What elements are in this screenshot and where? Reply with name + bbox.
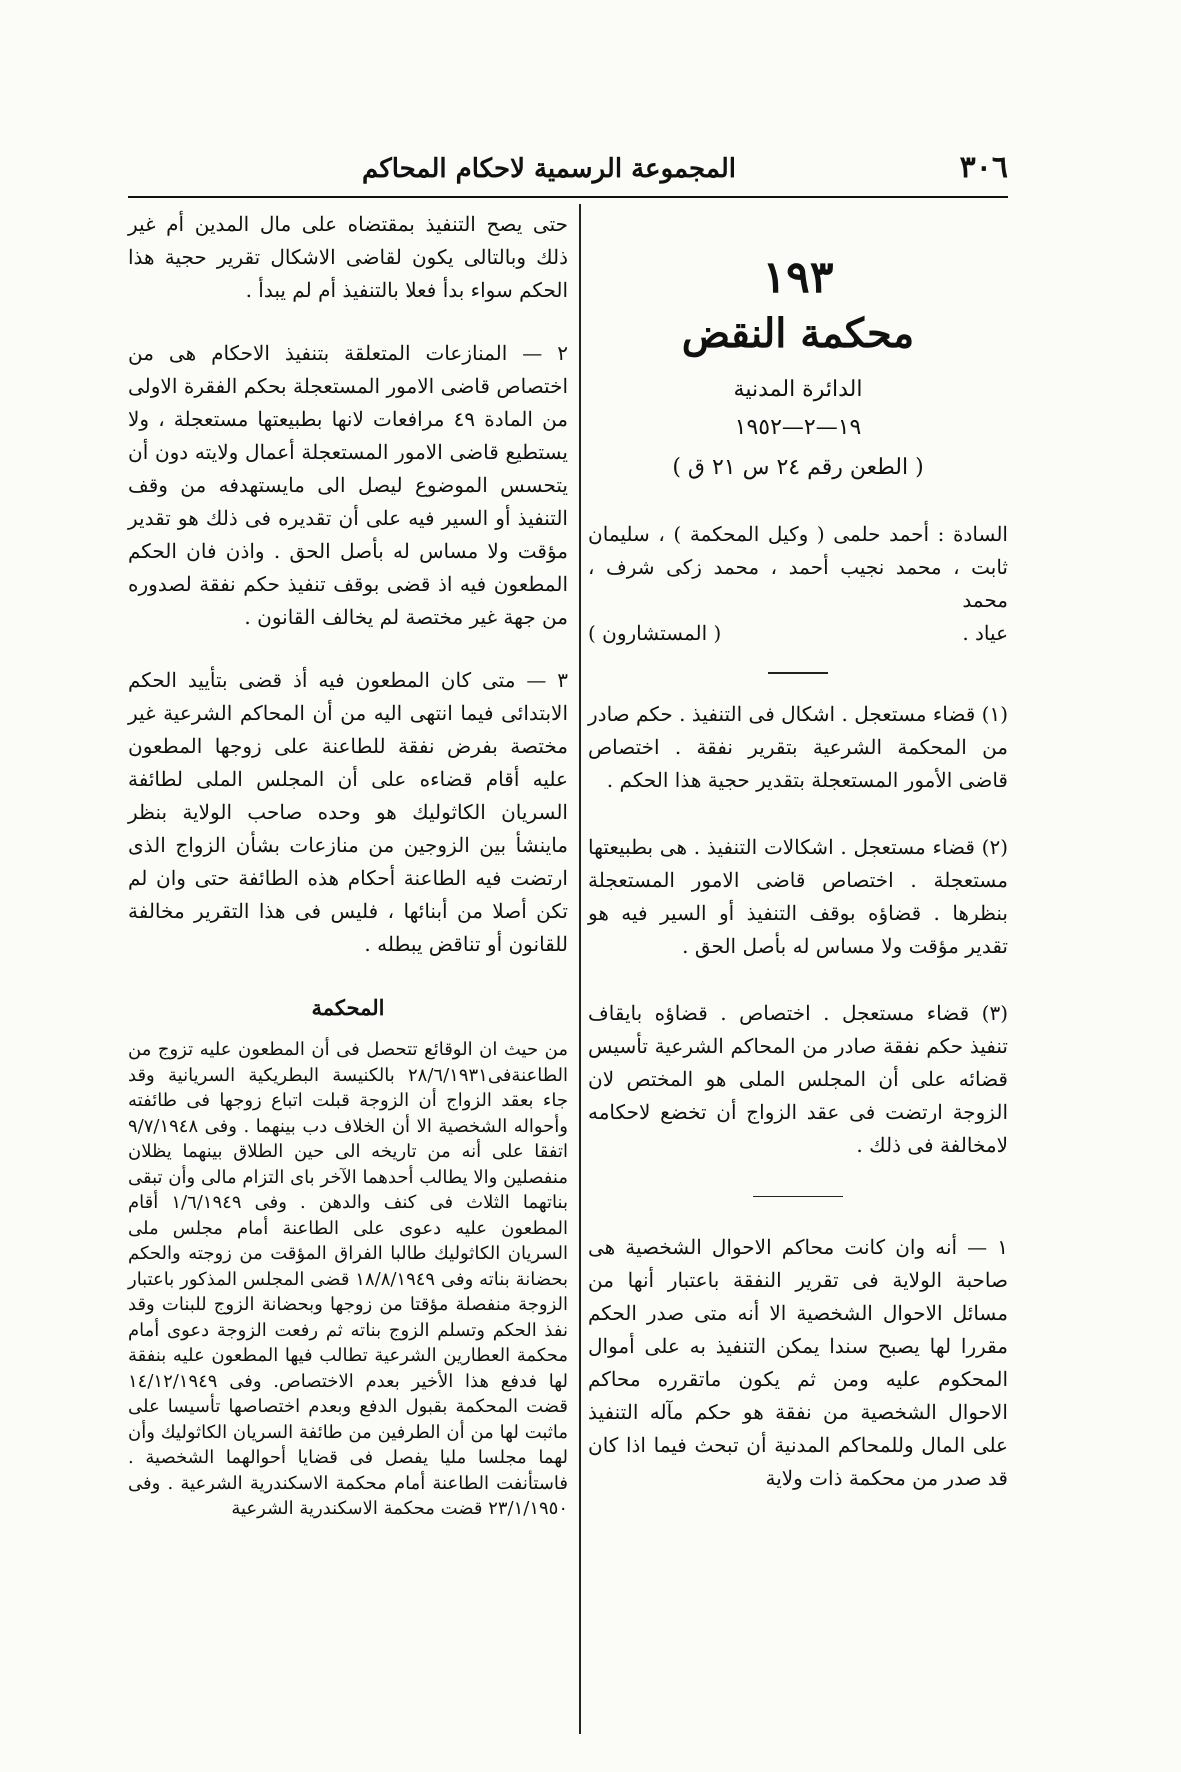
column-divider (579, 204, 581, 1734)
principle-1-continued: حتى يصح التنفيذ بمقتضاه على مال المدين أم غير ذلك وبالتالى يكون لقاضى الاشكال تقرير حجية هذا الحكم سواء بدأ فعلا بالتنفيذ أم لم يبدأ . (128, 212, 568, 302)
headnote-2: (٢) قضاء مستعجل . اشكالات التنفيذ . هى بطبيعتها مستعجلة . اختصاص قاضى الامور المستعجلة بنظرها . قضاؤه بوقف التنفيذ أو السير فيه هو تقدير مؤقت ولا مساس له بأصل الحق . (588, 834, 1008, 958)
principle-1: ١ — أنه وان كانت محاكم الاحوال الشخصية هى صاحبة الولاية فى تقرير النفقة باعتبار أنها من مسائل الاحوال الشخصية الا أنه متى صدر الحكم مقررا لها يصبح سندا يمكن التنفيذ به على أموال المحكوم عليه ومن ثم يكون ماتقرره محاكم الاحوال الشخصية من نفقة هو حكم مآله التنفيذ على المال وللمحاكم المدنية أن تبحث فيما اذا كان قد صدر من محكمة ذات ولاية (588, 1235, 1008, 1490)
separator-rule (768, 672, 828, 674)
case-number: ١٩٣ (762, 252, 834, 303)
court-name: محكمة النقض (681, 310, 915, 357)
left-column (128, 208, 568, 1522)
headnote-3: (٣) قضاء مستعجل . اختصاص . قضاؤه بايقاف تنفيذ حكم نفقة صادر من المحاكم الشرعية تأسيس قضائه على أن المجلس الملى هو المختص لان الزوجة ارتضت فى عقد الزواج أن تخضع لاحكامه لامخالفة فى ذلك . (588, 1000, 1009, 1157)
header-title: المجموعة الرسمية لاحكام المحاكم (362, 154, 736, 184)
judges-role: ( المستشارون ) (588, 621, 722, 645)
principle-3: ٣ — متى كان المطعون فيه أذ قضى بتأييد الحكم الابتدائى فيما انتهى اليه من أن المحاكم الشرعية غير مختصة بفرض نفقة للطاعنة على زوجها المطعون عليه أقام قضاءه على أن المجلس الملى لطائفة السريان الكاثوليك هو وحده صاحب الولاية بنظر ماينشأ بين الزوجين من منازعات بشأن الزواج الذى ارتضت فيه الطاعنة أحكام هذه الطائفة حتى وان لم تكن أصلا من أبنائها ، فليس فى هذا التقرير مخالفة للقانون أو تناقض يبطله . (128, 668, 568, 956)
court-reasoning: من حيث ان الوقائع تتحصل فى أن المطعون عليه تزوج من الطاعنةفى٢٨/٦/١٩٣١ بالكنيسة البطريكية السريانية وقد جاء بعقد الزواج أن الزوجة قبلت اتباع زوجها فى طائفته وأحواله الشخصية الا أن الخلاف دب بينهما . وفى ٩/٧/١٩٤٨ اتفقا على أنه من تاريخه الى حين الطلاق بينهما يظلان منفصلين والا يطالب أحدهما الآخر باى التزام مالى وأن تبقى بناتهما الثلاث فى كنف والدهن . وفى ١/٦/١٩٤٩ أقام المطعون عليه دعوى على الطاعنة أمام مجلس ملى السريان الكاثوليك طالبا الفراق المؤقت من زوجته والحكم بحضانة بناته وفى ١٨/٨/١٩٤٩ قضى المجلس المذكور باعتبار الزوجة منفصلة مؤقتا من زوجها وبحضانة الزوج للبنات وقد نفذ الحكم وتسلم الزوج بناته ثم رفعت الزوجة دعوى أمام محكمة العطارين الشرعية تطالب فيها المطعون عليه بنفقة لها فدفع هذا الأخير بعدم الاختصاص. وفى ١٤/١٢/١٩٤٩ قضت المحكمة بقبول الدفع وبعدم اختصاصها تأسيسا على ماثبت لها من أن الطرفين من طائفة السريان الكاثوليك وأن لهما مجلسا مليا يفصل فى قضايا أحوالهما الشخصية . فاستأنفت الطاعنة أمام محكمة الاسكندرية الشرعية . وفى ٢٣/١/١٩٥٠ قضت محكمة الاسكندرية الشرعية (128, 1039, 568, 1519)
appeal-reference: ( الطعن رقم ٢٤ س ٢١ ق ) (672, 455, 924, 480)
judges-last-name: عياد . (962, 621, 1008, 645)
section-heading: المحكمة (311, 995, 385, 1020)
headnote-1: (١) قضاء مستعجل . اشكال فى التنفيذ . حكم صادر من المحكمة الشرعية بتقرير نفقة . اختصاص قاضى الأمور المستعجلة بتقدير حجية هذا الحكم . (588, 701, 1008, 792)
judges-line-end (588, 617, 1008, 650)
separator-rule (753, 1196, 843, 1198)
judges-names: السادة : أحمد حلمى ( وكيل المحكمة ) ، سليمان ثابت ، محمد نجيب أحمد ، محمد زكى شرف ، محمد (588, 522, 1008, 612)
judges-list (588, 518, 1008, 650)
circuit-name: الدائرة المدنية (733, 377, 863, 402)
principle-2: ٢ — المنازعات المتعلقة بتنفيذ الاحكام هى من اختصاص قاضى الامور المستعجلة بحكم الفقرة الاولى من المادة ٤٩ مرافعات لانها بطبيعتها مستعجلة ، ولا يستطيع قاضى الامور المستعجلة أعمال ولايته دون أن يتحسس الموضوع ليصل الى مايستهدفه من وقف التنفيذ أو السير فيه على أن تقديره فى ذلك هو تقدير مؤقت ولا مساس له بأصل الحق . واذن فان الحكم المطعون فيه اذ قضى بوقف تنفيذ حكم نفقة لصدوره من جهة غير مختصة لم يخالف القانون . (128, 341, 568, 629)
judgment-date: ١٩—٢—١٩٥٢ (734, 415, 862, 440)
right-column (588, 208, 1008, 1495)
running-header (128, 150, 1008, 198)
page-number: ٣٠٦ (959, 150, 1008, 185)
